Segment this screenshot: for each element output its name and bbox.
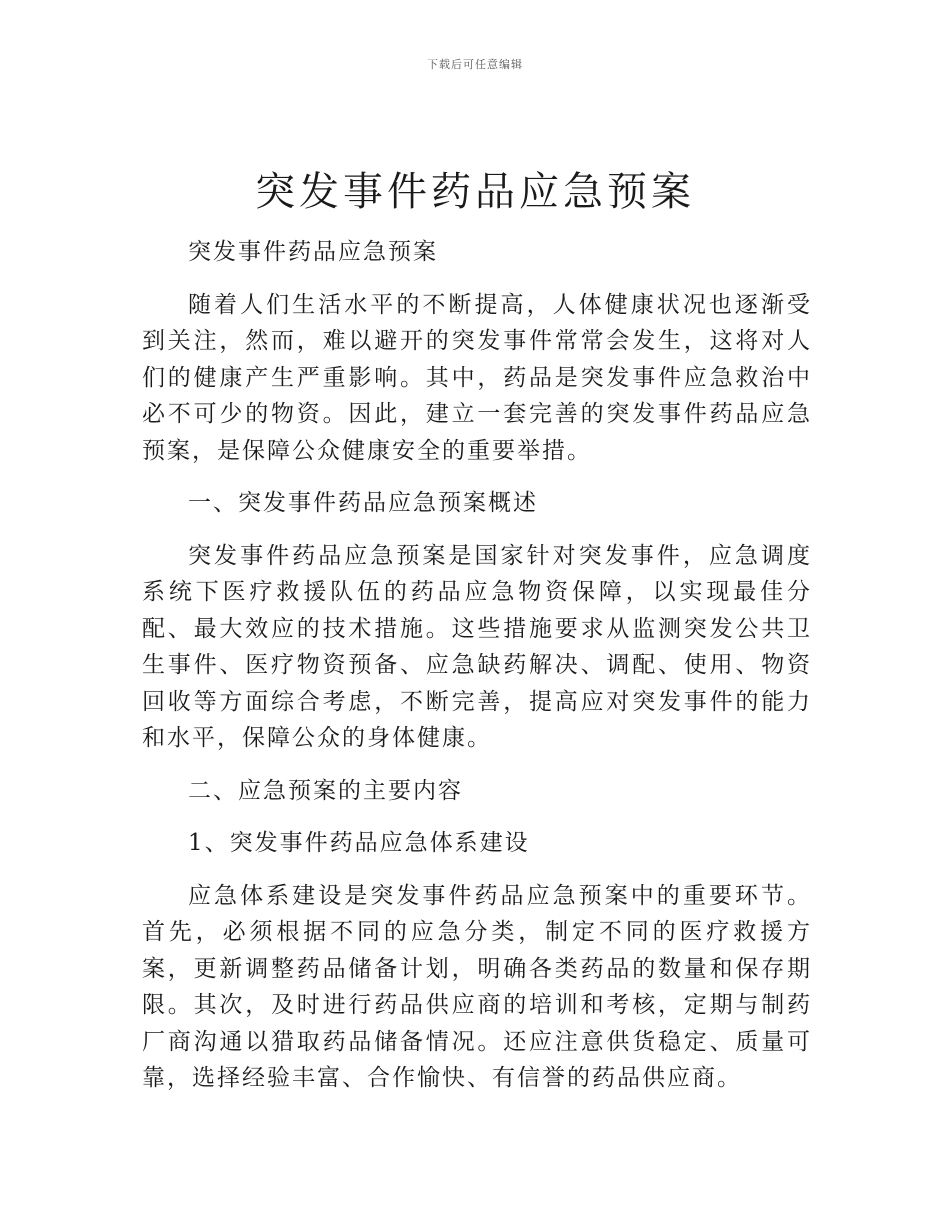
subsection-heading: 1、突发事件药品应急体系建设 bbox=[188, 830, 530, 856]
paragraph: 突发事件药品应急预案是国家针对突发事件，应急调度系统下医疗救援队伍的药品应急物资保障，以实现最佳分配、最大效应的技术措施。这些措施要求从监测突发公共卫生事件、医疗物资预备、应急缺药解决、调配、使用、物资回收等方面综合考虑，不断完善，提高应对突发事件的能力和水平，保障公众的身体健康。 bbox=[142, 542, 812, 751]
document-title: 突发事件药品应急预案 bbox=[255, 169, 695, 215]
section-heading: 突发事件药品应急预案 bbox=[188, 239, 438, 265]
paragraph: 应急体系建设是突发事件药品应急预案中的重要环节。首先，必须根据不同的应急分类，制定不同的医疗救援方案，更新调整药品储备计划，明确各类药品的数量和保存期限。其次，及时进行药品供应商的培训和考核，定期与制药厂商沟通以猎取药品储备情况。还应注意供货稳定、质量可靠，选择经验丰富、合作愉快、有信誉的药品供应商。 bbox=[142, 882, 812, 1091]
section-heading: 二、应急预案的主要内容 bbox=[188, 777, 463, 804]
section-heading: 一、突发事件药品应急预案概述 bbox=[188, 490, 538, 516]
document-body bbox=[142, 234, 812, 1113]
header-note: 下载后可任意编辑 bbox=[427, 58, 523, 71]
paragraph: 随着人们生活水平的不断提高，人体健康状况也逐渐受到关注，然而，难以避开的突发事件常常会发生，这将对人们的健康产生严重影响。其中，药品是突发事件应急救治中必不可少的物资。因此，建立一套完善的突发事件药品应急预案，是保障公众健康安全的重要举措。 bbox=[142, 291, 812, 464]
